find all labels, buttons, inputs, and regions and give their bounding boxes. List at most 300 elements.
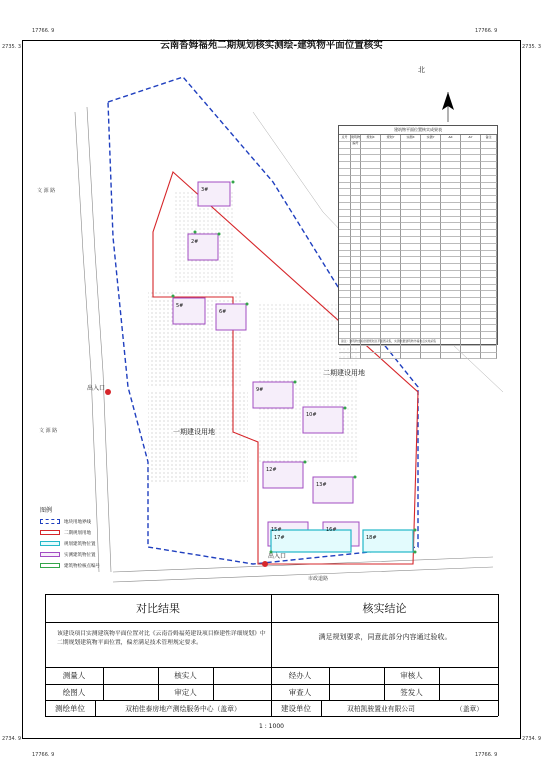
- table-cell: [401, 149, 421, 156]
- table-cell: [339, 353, 351, 360]
- table-cell: [401, 142, 421, 149]
- table-cell: [461, 298, 481, 305]
- table-cell: [481, 298, 497, 305]
- table-cell: [441, 312, 461, 319]
- table-cell: [351, 149, 361, 156]
- table-cell: [381, 162, 401, 169]
- table-cell: [421, 264, 441, 271]
- table-cell: [381, 176, 401, 183]
- site-phase2-label: 二期建设用地: [323, 369, 365, 377]
- table-cell: [381, 210, 401, 217]
- table-cell: [351, 298, 361, 305]
- table-cell: [351, 155, 361, 162]
- legend-item: [40, 516, 125, 527]
- legend-item: [40, 538, 125, 549]
- table-cell: [441, 149, 461, 156]
- table-cell: [361, 210, 381, 217]
- table-cell: [481, 312, 497, 319]
- table-cell: [421, 325, 441, 332]
- table-cell: [421, 203, 441, 210]
- divider: [45, 716, 498, 717]
- table-cell: [461, 223, 481, 230]
- table-cell: [481, 196, 497, 203]
- table-cell: [381, 257, 401, 264]
- table-cell: [361, 223, 381, 230]
- table-cell: [381, 189, 401, 196]
- table-cell: [481, 278, 497, 285]
- table-cell: [381, 353, 401, 360]
- corner-bl-side: 2734. 9: [2, 736, 22, 742]
- legend-label: 二期规划用地: [64, 530, 91, 536]
- table-cell: [351, 285, 361, 292]
- corner-bl-bottom: 17766. 9: [32, 752, 55, 758]
- table-cell: [361, 325, 381, 332]
- table-cell: [461, 319, 481, 326]
- table-cell: [461, 176, 481, 183]
- building-label: 18#: [366, 535, 377, 541]
- table-cell: [401, 332, 421, 339]
- table-cell: [351, 237, 361, 244]
- table-cell: [441, 346, 461, 353]
- table-cell: [401, 162, 421, 169]
- table-cell: [339, 230, 351, 237]
- building-label: 17#: [274, 535, 285, 541]
- table-cell: [401, 203, 421, 210]
- table-cell: [351, 162, 361, 169]
- building-label: 2#: [191, 239, 199, 245]
- legend-swatch: [40, 563, 60, 568]
- table-cell: [381, 149, 401, 156]
- table-cell: [461, 332, 481, 339]
- table-cell: [441, 332, 461, 339]
- table-cell: [421, 155, 441, 162]
- table-cell: [381, 278, 401, 285]
- table-header-cell: 规划Y: [381, 135, 401, 142]
- table-cell: [351, 217, 361, 224]
- table-cell: [461, 155, 481, 162]
- table-cell: [441, 298, 461, 305]
- table-cell: [351, 319, 361, 326]
- table-cell: [441, 196, 461, 203]
- corner-br-side: 2734. 9: [522, 736, 542, 742]
- legend-swatch: [40, 519, 60, 524]
- auditor-label: 审核人: [400, 671, 423, 680]
- table-cell: [361, 332, 381, 339]
- table-cell: [351, 353, 361, 360]
- table-cell: [401, 346, 421, 353]
- table-cell: [481, 237, 497, 244]
- table-cell: [351, 183, 361, 190]
- table-cell: [339, 223, 351, 230]
- legend-item: [40, 527, 125, 538]
- table-header-cell: ΔY: [461, 135, 481, 142]
- table-cell: [401, 196, 421, 203]
- table-cell: [339, 264, 351, 271]
- table-cell: [351, 278, 361, 285]
- table-header-cell: ΔX: [441, 135, 461, 142]
- table-cell: [351, 271, 361, 278]
- corner-tr-side: 2735. 3: [522, 44, 542, 50]
- table-cell: [381, 298, 401, 305]
- table-cell: [421, 169, 441, 176]
- table-cell: [401, 230, 421, 237]
- divider: [213, 667, 214, 700]
- table-cell: [481, 155, 497, 162]
- building-5: [173, 298, 205, 324]
- building-label: 3#: [201, 187, 209, 193]
- table-cell: [461, 353, 481, 360]
- table-cell: [481, 271, 497, 278]
- conclusion-text: 满足规划要求，同意此部分内容通过验收。: [318, 633, 452, 641]
- table-cell: [361, 155, 381, 162]
- table-cell: [381, 332, 401, 339]
- handler-label: 经办人: [288, 671, 312, 680]
- table-cell: [381, 196, 401, 203]
- building-label: 16#: [326, 527, 337, 533]
- building-10: [303, 407, 343, 433]
- table-cell: [401, 223, 421, 230]
- table-cell: [461, 203, 481, 210]
- table-cell: [461, 285, 481, 292]
- table-cell: [361, 203, 381, 210]
- table-cell: [339, 189, 351, 196]
- legend-swatch: [40, 552, 60, 557]
- coordinate-table-grid: [339, 135, 497, 359]
- table-cell: [401, 285, 421, 292]
- table-cell: [441, 257, 461, 264]
- table-cell: [361, 162, 381, 169]
- table-cell: [381, 325, 401, 332]
- road-left-label: 文 源 路: [37, 188, 56, 194]
- table-cell: [481, 189, 497, 196]
- table-cell: [461, 278, 481, 285]
- table-cell: [381, 155, 401, 162]
- table-cell: [481, 264, 497, 271]
- table-cell: [481, 183, 497, 190]
- table-cell: [339, 196, 351, 203]
- building-18: [363, 530, 413, 552]
- table-cell: [461, 312, 481, 319]
- table-cell: [381, 264, 401, 271]
- table-cell: [339, 257, 351, 264]
- table-cell: [339, 176, 351, 183]
- table-cell: [421, 298, 441, 305]
- table-cell: [481, 346, 497, 353]
- survey-unit-label: 测绘单位: [55, 703, 85, 713]
- divider: [498, 594, 499, 716]
- building-12: [263, 462, 303, 488]
- table-cell: [461, 189, 481, 196]
- legend-label: 地块用地界线: [64, 519, 91, 525]
- table-cell: [361, 169, 381, 176]
- reviewer-label: 审定人: [174, 687, 197, 697]
- drafter-label: 绘图人: [62, 687, 86, 697]
- corner-tl-side: 2735. 3: [2, 44, 22, 50]
- build-unit-seal: （盖章）: [455, 705, 484, 713]
- table-cell: [361, 251, 381, 258]
- table-cell: [339, 291, 351, 298]
- entrance-bottom-label: 出入口: [268, 553, 287, 560]
- table-cell: [381, 285, 401, 292]
- table-cell: [339, 312, 351, 319]
- table-cell: [339, 217, 351, 224]
- table-cell: [421, 285, 441, 292]
- table-cell: [401, 312, 421, 319]
- table-cell: [461, 325, 481, 332]
- legend-swatch: [40, 530, 60, 535]
- table-cell: [441, 353, 461, 360]
- table-cell: [481, 176, 497, 183]
- table-cell: [351, 189, 361, 196]
- table-cell: [421, 176, 441, 183]
- table-cell: [339, 325, 351, 332]
- table-cell: [401, 257, 421, 264]
- table-cell: [361, 230, 381, 237]
- table-cell: [461, 230, 481, 237]
- corner-tl-top: 17766. 9: [32, 28, 55, 34]
- table-cell: [351, 305, 361, 312]
- table-cell: [461, 346, 481, 353]
- table-cell: [441, 291, 461, 298]
- table-cell: [351, 203, 361, 210]
- table-cell: [461, 257, 481, 264]
- table-cell: [421, 244, 441, 251]
- table-cell: [461, 217, 481, 224]
- table-cell: [401, 244, 421, 251]
- table-cell: [351, 230, 361, 237]
- table-cell: [441, 189, 461, 196]
- entrance-bottom-marker: [262, 561, 268, 567]
- table-cell: [381, 217, 401, 224]
- road-left2-label: 文 源 路: [39, 428, 58, 434]
- table-cell: [361, 298, 381, 305]
- table-cell: [361, 244, 381, 251]
- table-cell: [481, 142, 497, 149]
- coordinate-table-note: 备注：建筑物坐标依据规划总平面图采集，实测依据建筑物外墙角点实地采集: [341, 339, 437, 343]
- table-cell: [481, 203, 497, 210]
- table-cell: [361, 291, 381, 298]
- table-cell: [351, 210, 361, 217]
- table-cell: [481, 319, 497, 326]
- inspector-label: 审查人: [288, 687, 312, 697]
- table-cell: [461, 291, 481, 298]
- scale-label: 1 : 1000: [259, 723, 284, 730]
- signer-label: 签发人: [400, 687, 423, 697]
- legend-label: 实测建筑物位置: [64, 552, 96, 558]
- table-cell: [351, 264, 361, 271]
- table-cell: [441, 251, 461, 258]
- table-cell: [441, 223, 461, 230]
- table-cell: [351, 257, 361, 264]
- survey-unit: 双柏佳泰房地产测绘服务中心（盖章）: [125, 705, 241, 713]
- table-cell: [481, 149, 497, 156]
- table-cell: [421, 346, 441, 353]
- divider: [103, 667, 104, 700]
- checker-label: 核实人: [174, 671, 197, 680]
- building-2: [188, 234, 218, 260]
- table-cell: [361, 142, 381, 149]
- table-cell: [481, 230, 497, 237]
- table-cell: [351, 332, 361, 339]
- table-cell: [361, 176, 381, 183]
- table-cell: [401, 169, 421, 176]
- table-cell: [461, 196, 481, 203]
- table-cell: [381, 291, 401, 298]
- table-cell: [441, 210, 461, 217]
- north-label: 北: [418, 66, 425, 74]
- table-cell: [381, 169, 401, 176]
- table-cell: [461, 183, 481, 190]
- table-cell: [481, 251, 497, 258]
- table-cell: [351, 291, 361, 298]
- table-cell: [381, 142, 401, 149]
- table-cell: [339, 183, 351, 190]
- table-cell: [421, 149, 441, 156]
- table-cell: [481, 291, 497, 298]
- table-cell: [441, 325, 461, 332]
- table-cell: [361, 353, 381, 360]
- table-cell: [441, 319, 461, 326]
- table-cell: [441, 285, 461, 292]
- divider: [329, 667, 330, 700]
- table-cell: [351, 251, 361, 258]
- table-cell: [381, 305, 401, 312]
- building-9: [253, 382, 293, 408]
- table-cell: [421, 312, 441, 319]
- coordinate-table-title: 建筑物平面位置核实成果表: [339, 126, 497, 135]
- table-cell: [421, 305, 441, 312]
- table-cell: [461, 149, 481, 156]
- table-cell: [351, 244, 361, 251]
- table-cell: [381, 319, 401, 326]
- table-cell: [421, 189, 441, 196]
- table-cell: [441, 271, 461, 278]
- legend-title: 图例: [40, 507, 53, 514]
- table-cell: [421, 332, 441, 339]
- legend-item: [40, 560, 125, 571]
- table-cell: [401, 278, 421, 285]
- building-label: 6#: [219, 309, 227, 315]
- table-cell: [441, 278, 461, 285]
- surveyor-label: 测量人: [62, 671, 86, 680]
- table-header-cell: 实测X: [401, 135, 421, 142]
- table-cell: [481, 285, 497, 292]
- table-cell: [361, 149, 381, 156]
- table-cell: [481, 244, 497, 251]
- table-cell: [339, 203, 351, 210]
- table-header-cell: 建筑物编号: [351, 135, 361, 145]
- table-cell: [421, 278, 441, 285]
- divider: [439, 667, 440, 700]
- table-cell: [361, 278, 381, 285]
- table-cell: [351, 142, 361, 149]
- table-cell: [361, 271, 381, 278]
- table-cell: [339, 278, 351, 285]
- table-cell: [339, 237, 351, 244]
- table-cell: [461, 237, 481, 244]
- table-cell: [441, 169, 461, 176]
- building-label: 15#: [271, 527, 282, 533]
- table-cell: [421, 217, 441, 224]
- table-cell: [481, 217, 497, 224]
- table-cell: [351, 325, 361, 332]
- table-cell: [361, 196, 381, 203]
- table-cell: [401, 155, 421, 162]
- table-cell: [401, 319, 421, 326]
- build-unit-label: 建设单位: [281, 703, 311, 713]
- table-cell: [461, 251, 481, 258]
- table-cell: [339, 149, 351, 156]
- table-cell: [381, 251, 401, 258]
- table-cell: [421, 257, 441, 264]
- table-cell: [381, 203, 401, 210]
- table-cell: [401, 189, 421, 196]
- compare-description: 该建设项目实测建筑物平面位置对比《云南沓姆福苑建设项目修建性详细规划》中二期规划建筑物平面位置，偏差满足技术管理规定要求。: [57, 631, 266, 646]
- table-cell: [351, 169, 361, 176]
- table-cell: [461, 244, 481, 251]
- table-cell: [421, 319, 441, 326]
- table-header-cell: 点号: [339, 135, 351, 142]
- table-cell: [401, 176, 421, 183]
- table-cell: [339, 305, 351, 312]
- table-cell: [401, 291, 421, 298]
- building-3: [198, 182, 230, 206]
- table-cell: [339, 319, 351, 326]
- legend-label: 规划建筑物位置: [64, 541, 96, 547]
- legend: [40, 505, 125, 571]
- table-cell: [401, 183, 421, 190]
- table-cell: [441, 142, 461, 149]
- table-cell: [421, 196, 441, 203]
- table-cell: [441, 237, 461, 244]
- table-cell: [461, 162, 481, 169]
- table-cell: [361, 319, 381, 326]
- table-cell: [441, 162, 461, 169]
- building-label: 9#: [256, 387, 264, 393]
- table-cell: [461, 305, 481, 312]
- table-cell: [339, 142, 351, 149]
- table-cell: [401, 237, 421, 244]
- road-bottom-label: 市政道路: [308, 576, 329, 582]
- table-cell: [351, 223, 361, 230]
- building-13: [313, 477, 353, 503]
- table-cell: [461, 271, 481, 278]
- building-label: 12#: [266, 467, 277, 473]
- table-cell: [381, 244, 401, 251]
- compare-result-header: 对比结果: [136, 602, 180, 615]
- table-cell: [339, 162, 351, 169]
- table-cell: [401, 271, 421, 278]
- table-cell: [421, 223, 441, 230]
- table-cell: [361, 285, 381, 292]
- conclusion-header: 核实结论: [362, 602, 407, 615]
- table-cell: [339, 298, 351, 305]
- page-title: 云南沓姆福苑二期规划核实测绘-建筑物平面位置核实: [160, 40, 383, 51]
- table-cell: [461, 142, 481, 149]
- building-label: 10#: [306, 412, 317, 418]
- table-cell: [361, 312, 381, 319]
- table-cell: [401, 251, 421, 258]
- entrance-left-label: 出入口: [87, 385, 106, 392]
- table-cell: [339, 210, 351, 217]
- table-cell: [441, 264, 461, 271]
- table-cell: [339, 244, 351, 251]
- table-header-cell: 备注: [481, 135, 497, 142]
- table-cell: [361, 264, 381, 271]
- table-cell: [481, 210, 497, 217]
- table-cell: [441, 217, 461, 224]
- building-label: 13#: [316, 482, 327, 488]
